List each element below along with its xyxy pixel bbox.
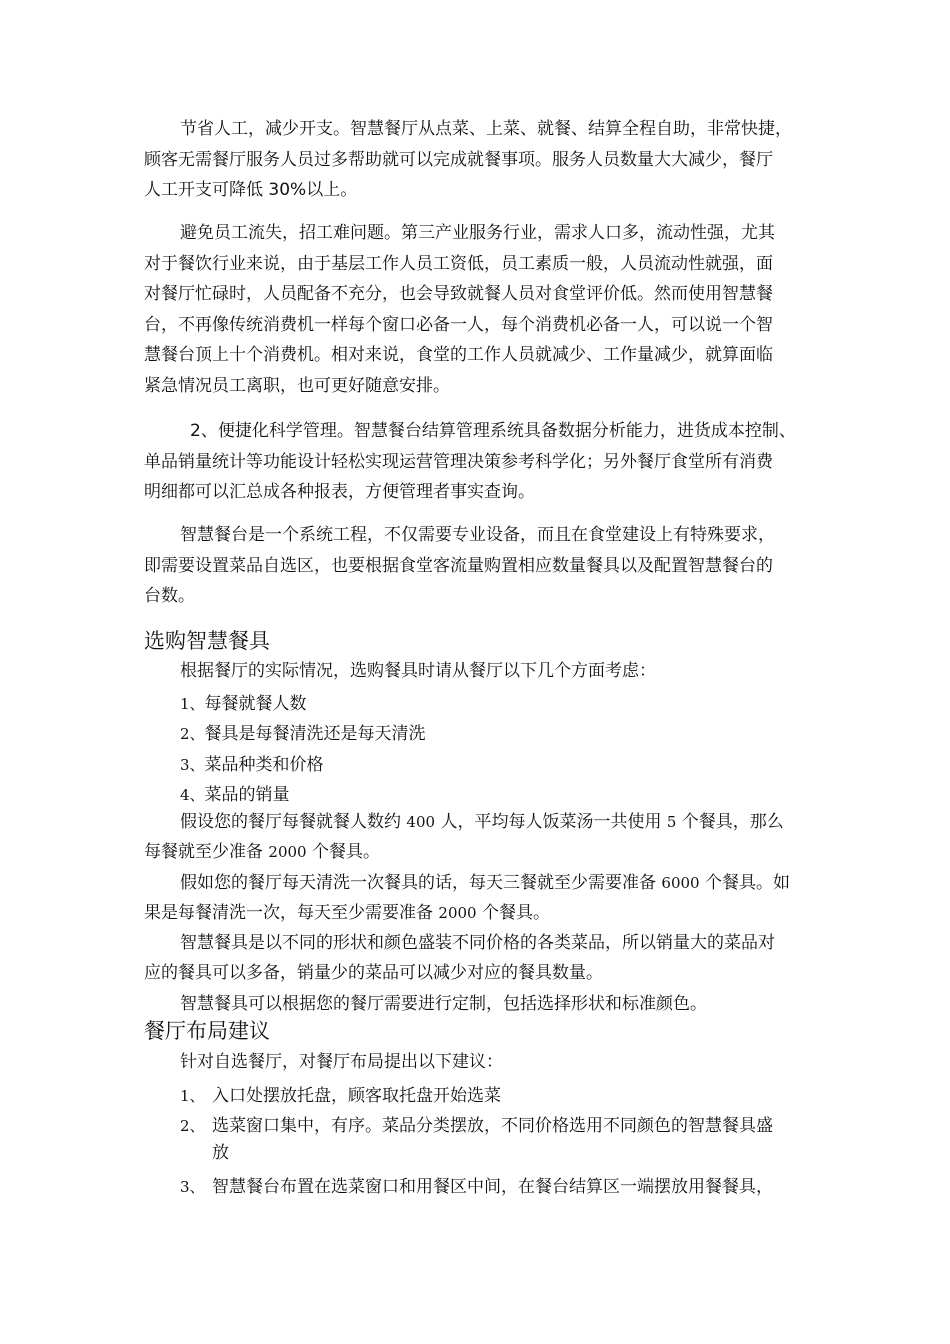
text-line: 假如您的餐厅每天清洗一次餐具的话，每天三餐就至少需要准备 6000 个餐具。如 xyxy=(180,873,790,893)
paragraph-system-project xyxy=(144,520,824,612)
text-line: 明细都可以汇总成各种报表，方便管理者事实查询。 xyxy=(144,482,535,502)
text-line: 应的餐具可以多备，销量少的菜品可以减少对应的餐具数量。 xyxy=(144,963,603,983)
text-line: 智慧餐具可以根据您的餐厅需要进行定制，包括选择形状和标准颜色。 xyxy=(180,994,707,1014)
text-line: 紧急情况员工离职，也可更好随意安排。 xyxy=(144,375,450,396)
paragraph-example-per-meal xyxy=(144,807,824,867)
list-item: 2、 选菜窗口集中，有序。菜品分类摆放，不同价格选用不同颜色的智慧餐具盛 xyxy=(180,1116,773,1136)
text-line: 每餐就至少准备 2000 个餐具。 xyxy=(144,842,380,862)
text-line: 2、便捷化科学管理。智慧餐台结算管理系统具备数据分析能力，进货成本控制、 xyxy=(190,421,796,441)
text-line: 即需要设置菜品自选区，也要根据食堂客流量购置相应数量餐具以及配置智慧餐台的 xyxy=(144,555,773,576)
list-item: 4、菜品的销量 xyxy=(180,785,290,805)
text-line: 人工开支可降低 30%以上。 xyxy=(144,180,358,200)
paragraph-example-daily-wash xyxy=(144,868,824,928)
text-line: 顾客无需餐厅服务人员过多帮助就可以完成就餐事项。服务人员数量大大减少，餐厅 xyxy=(144,149,773,170)
text-line: 节省人工，减少开支。智慧餐厅从点菜、上菜、就餐、结算全程自助，非常快捷， xyxy=(180,119,792,139)
list-item-continuation: 放 xyxy=(212,1143,229,1163)
text-line: 对餐厅忙碌时，人员配备不充分，也会导致就餐人员对食堂评价低。然而使用智慧餐 xyxy=(144,284,773,304)
list-item: 3、菜品种类和价格 xyxy=(180,755,324,775)
section2-intro: 针对自选餐厅，对餐厅布局提出以下建议： xyxy=(180,1052,503,1072)
paragraph-management xyxy=(144,416,824,508)
text-line: 智慧餐具是以不同的形状和颜色盛装不同价格的各类菜品，所以销量大的菜品对 xyxy=(180,933,775,953)
text-line: 果是每餐清洗一次，每天至少需要准备 2000 个餐具。 xyxy=(144,903,550,923)
paragraph-customize xyxy=(144,989,824,1019)
list-item: 2、餐具是每餐清洗还是每天清洗 xyxy=(180,724,426,744)
paragraph-shape-color xyxy=(144,928,824,988)
text-line: 对于餐饮行业来说，由于基层工作人员工资低，员工素质一般，人员流动性就强，面 xyxy=(144,253,773,274)
text-line: 智慧餐台是一个系统工程，不仅需要专业设备，而且在食堂建设上有特殊要求， xyxy=(180,525,775,545)
section1-intro: 根据餐厅的实际情况，选购餐具时请从餐厅以下几个方面考虑： xyxy=(180,661,656,681)
text-line: 慧餐台顶上十个消费机。相对来说，食堂的工作人员就减少、工作量减少，就算面临 xyxy=(144,345,773,365)
heading-layout-advice: 餐厅布局建议 xyxy=(144,1019,270,1043)
text-line: 假设您的餐厅每餐就餐人数约 400 人，平均每人饭菜汤一共使用 5 个餐具，那么 xyxy=(180,812,784,832)
text-line: 单品销量统计等功能设计轻松实现运营管理决策参考科学化；另外餐厅食堂所有消费 xyxy=(144,451,773,472)
list-item: 1、 入口处摆放托盘，顾客取托盘开始选菜 xyxy=(180,1086,501,1106)
text-line: 台数。 xyxy=(144,586,195,606)
list-item: 3、 智慧餐台布置在选菜窗口和用餐区中间，在餐台结算区一端摆放用餐餐具， xyxy=(180,1177,773,1197)
text-line: 避免员工流失，招工难问题。第三产业服务行业，需求人口多，流动性强，尤其 xyxy=(180,223,775,243)
list-item: 1、每餐就餐人数 xyxy=(180,694,307,714)
paragraph-save-labor xyxy=(144,114,824,206)
heading-select-tableware: 选购智慧餐具 xyxy=(144,629,270,653)
paragraph-staff-turnover xyxy=(144,218,824,401)
text-line: 台，不再像传统消费机一样每个窗口必备一人，每个消费机必备一人，可以说一个智 xyxy=(144,314,773,335)
